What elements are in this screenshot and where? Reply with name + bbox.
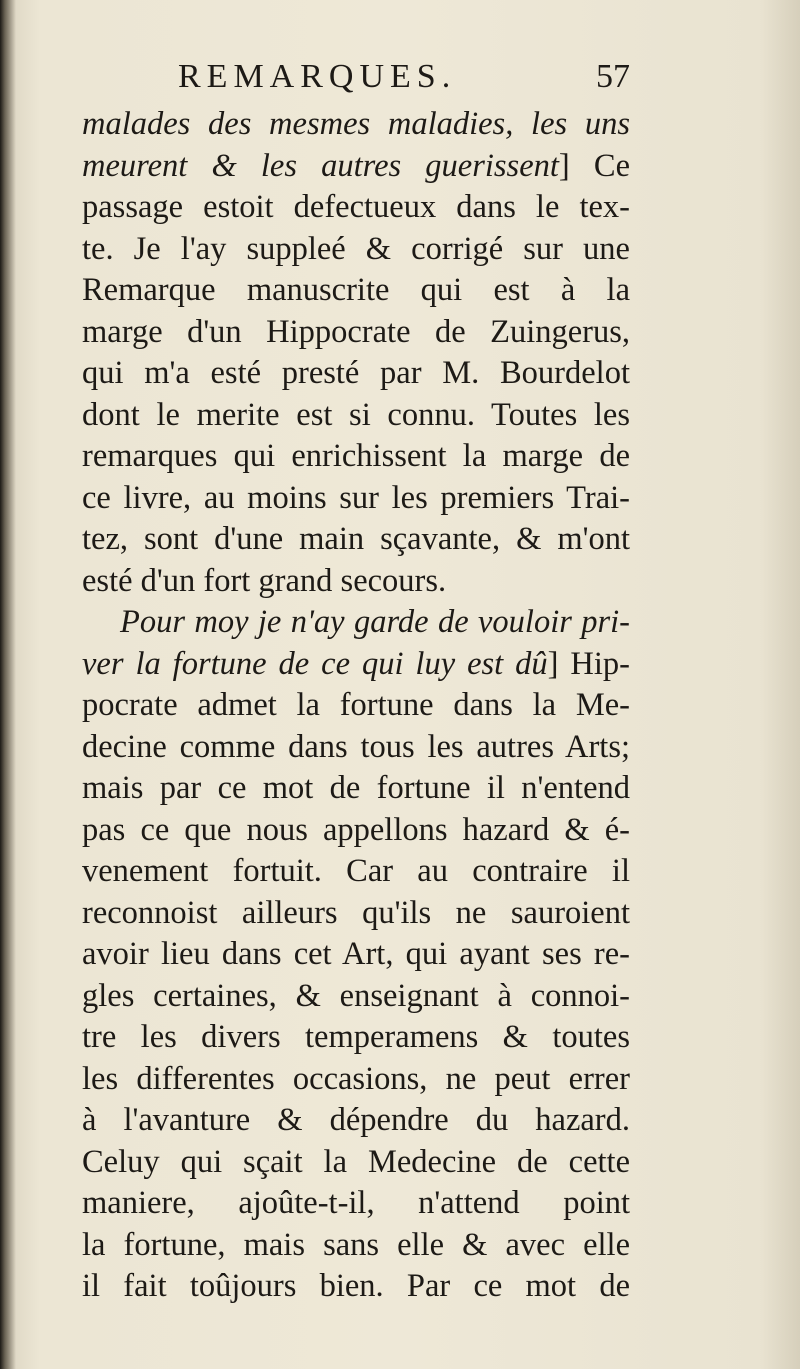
text-line: les differentes occasions, ne peut errer: [82, 1060, 630, 1097]
text-line: mais par ce mot de fortune il n'entend: [82, 770, 630, 806]
running-header: [82, 58, 630, 104]
lemma-line: Pour moy je n'ay garde de vouloir pri-: [120, 604, 630, 640]
text-line: remarques qui enrichissent la marge de: [82, 438, 630, 474]
text-line: maniere, ajoûte-t-il, n'attend point: [82, 1185, 630, 1221]
text-line: il fait toûjours bien. Par ce mot de: [82, 1268, 630, 1304]
lemma-close: ] Hip-: [547, 645, 630, 682]
lemma-text: meurent & les autres guerissent: [82, 147, 559, 184]
text-line: esté d'un fort grand secours.: [82, 562, 447, 599]
text-line: tre les divers temperamens & toutes: [82, 1019, 630, 1055]
text-line: [82, 644, 630, 686]
binding-shadow: [0, 0, 16, 1369]
text-line: à l'avanture & dépendre du hazard.: [82, 1102, 630, 1138]
text-line: Celuy qui sçait la Medecine de cette: [82, 1143, 630, 1180]
lemma-close: ] Ce: [558, 147, 630, 184]
text-line: ce livre, au moins sur les premiers Trai-: [82, 479, 630, 516]
text-line: pas ce que nous appellons hazard & é-: [82, 811, 630, 848]
text-line: gles certaines, & enseignant à connoi-: [82, 977, 630, 1014]
page-text: [82, 58, 630, 1308]
text-line: passage estoit defectueux dans le tex-: [82, 189, 630, 225]
text-line: te. Je l'ay suppleé & corrigé sur une: [82, 230, 630, 267]
text-line: malades des mesmes maladies, les uns: [82, 106, 630, 142]
text-line: qui m'a esté presté par M. Bourdelot: [82, 355, 630, 391]
running-title: REMARQUES.: [178, 58, 457, 95]
text-line: dont le merite est si connu. Toutes les: [82, 396, 630, 433]
text-line: [82, 146, 630, 188]
text-line: marge d'un Hippocrate de Zuingerus,: [82, 313, 630, 350]
text-line: decine comme dans tous les autres Arts;: [82, 728, 630, 765]
text-line: avoir lieu dans cet Art, qui ayant ses re-: [82, 936, 630, 972]
lemma-text: ver la fortune de ce qui luy est dû: [82, 645, 548, 682]
text-line: reconnoist ailleurs qu'ils ne sauroient: [82, 894, 630, 931]
text-line: pocrate admet la fortune dans la Me-: [82, 687, 630, 723]
text-line: la fortune, mais sans elle & avec elle: [82, 1226, 630, 1263]
page-number: 57: [596, 58, 630, 95]
text-line: tez, sont d'une main sçavante, & m'ont: [82, 521, 630, 557]
text-line: Remarque manuscrite qui est à la: [82, 272, 630, 308]
text-line: venement fortuit. Car au contraire il: [82, 853, 630, 889]
